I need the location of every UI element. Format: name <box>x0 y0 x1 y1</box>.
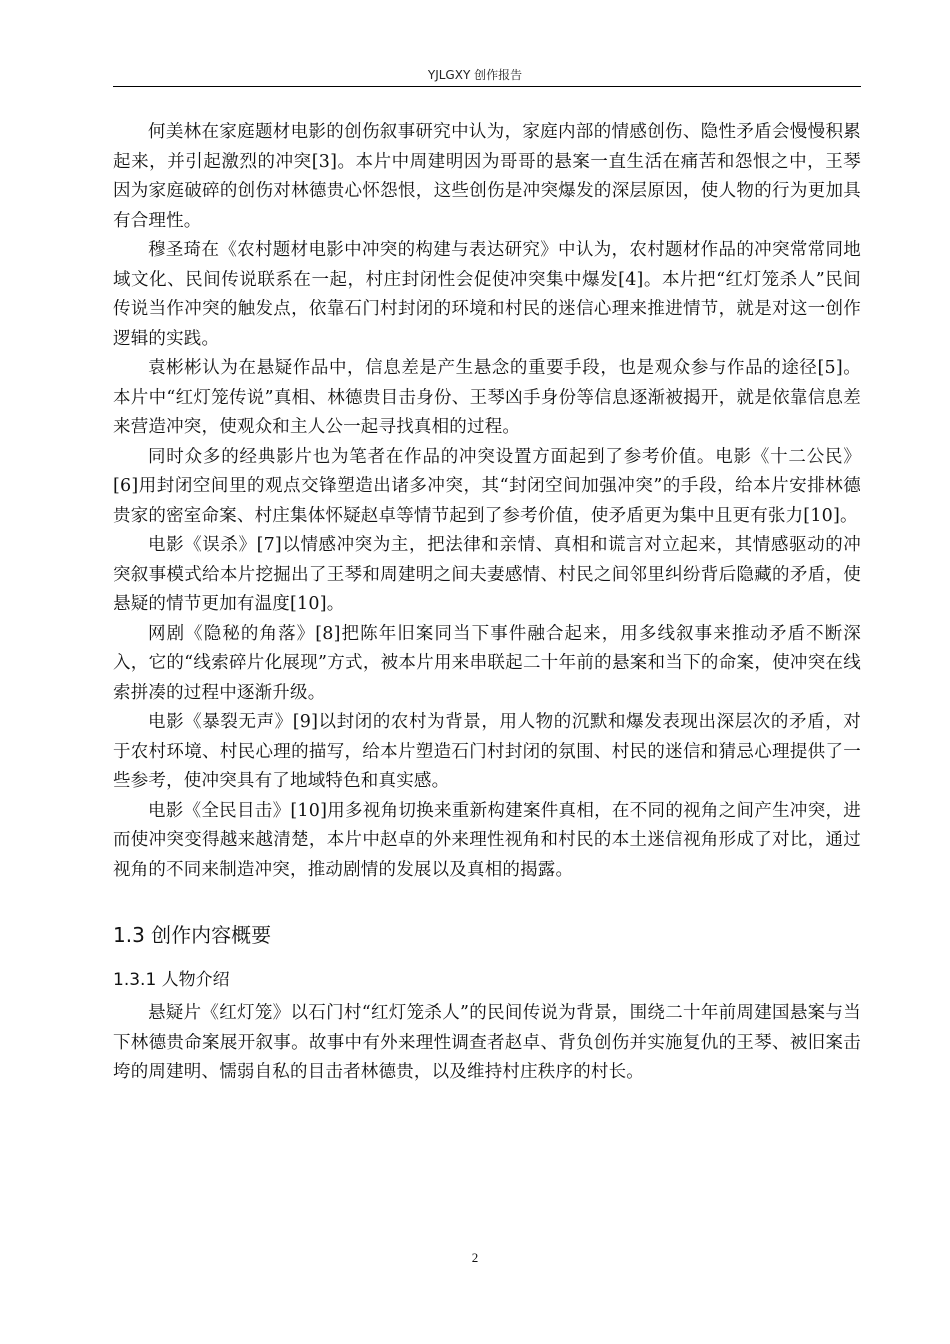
body-paragraph: 穆圣琦在《农村题材电影中冲突的构建与表达研究》中认为，农村题材作品的冲突常常同地域文化、民间传说联系在一起，村庄封闭性会促使冲突集中爆发[4]。本片把“红灯笼杀人”民间传说当作冲突的触发点，依靠石门村封闭的环境和村民的迷信心理来推进情节，就是对这一创作逻辑的实践。 <box>113 240 861 349</box>
header-divider <box>113 86 861 87</box>
subsection-heading: 1.3.1 人物介绍 <box>113 970 230 990</box>
body-paragraph: 网剧《隐秘的角落》[8]把陈年旧案同当下事件融合起来，用多线叙事来推动矛盾不断深入，它的“线索碎片化展现”方式，被本片用来串联起二十年前的悬案和当下的命案，使冲突在线索拼凑的过程中逐渐升级。 <box>113 623 861 703</box>
page-number: 2 <box>471 1250 479 1265</box>
body-paragraph: 电影《暴裂无声》[9]以封闭的农村为背景，用人物的沉默和爆发表现出深层次的矛盾，对于农村环境、村民心理的描写，给本片塑造石门村封闭的氛围、村民的迷信和猜忌心理提供了一些参考，使冲突具有了地域特色和真实感。 <box>113 712 861 791</box>
body-paragraph: 袁彬彬认为在悬疑作品中，信息差是产生悬念的重要手段，也是观众参与作品的途径[5]。本片中“红灯笼传说”真相、林德贵目击身份、王琴凶手身份等信息逐渐被揭开，就是依靠信息差来营造冲突，使观众和主人公一起寻找真相的过程。 <box>113 358 861 437</box>
section-heading: 1.3 创作内容概要 <box>113 923 272 947</box>
body-paragraph: 悬疑片《红灯笼》以石门村“红灯笼杀人”的民间传说为背景，围绕二十年前周建国悬案与当下林德贵命案展开叙事。故事中有外来理性调查者赵卓、背负创伤并实施复仇的王琴、被旧案击垮的周建明、懦弱自私的目击者林德贵，以及维持村庄秩序的村长。 <box>113 1003 861 1082</box>
body-paragraph: 同时众多的经典影片也为笔者在作品的冲突设置方面起到了参考价值。电影《十二公民》[6]用封闭空间里的观点交锋塑造出诸多冲突，其“封闭空间加强冲突”的手段，给本片安排林德贵家的密室命案、村庄集体怀疑赵卓等情节起到了参考价值，使矛盾更为集中且更有张力[10]。 <box>113 446 861 526</box>
page-header: YJLGXY 创作报告 <box>427 68 523 82</box>
body-paragraph: 电影《全民目击》[10]用多视角切换来重新构建案件真相，在不同的视角之间产生冲突，进而使冲突变得越来越清楚，本片中赵卓的外来理性视角和村民的本土迷信视角形成了对比，通过视角的不同来制造冲突，推动剧情的发展以及真相的揭露。 <box>113 800 861 880</box>
body-paragraph: 何美林在家庭题材电影的创伤叙事研究中认为，家庭内部的情感创伤、隐性矛盾会慢慢积累起来，并引起激烈的冲突[3]。本片中周建明因为哥哥的悬案一直生活在痛苦和怨恨之中，王琴因为家庭破碎的创伤对林德贵心怀怨恨，这些创伤是冲突爆发的深层原因，使人物的行为更加具有合理性。 <box>113 122 861 231</box>
body-paragraph: 电影《误杀》[7]以情感冲突为主，把法律和亲情、真相和谎言对立起来，其情感驱动的冲突叙事模式给本片挖掘出了王琴和周建明之间夫妻感情、村民之间邻里纠纷背后隐藏的矛盾，使悬疑的情节更加有温度[10]。 <box>113 535 861 614</box>
document-body <box>113 118 861 1088</box>
